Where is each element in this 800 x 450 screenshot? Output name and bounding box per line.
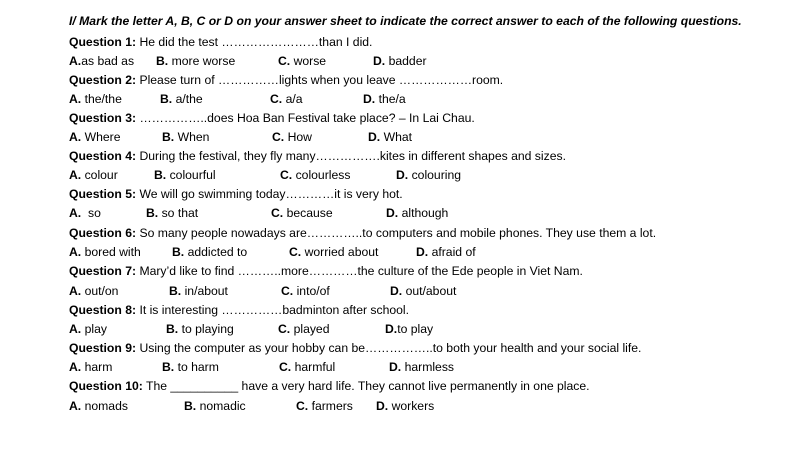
option-text: bored with (84, 245, 141, 259)
option-b[interactable] (172, 243, 247, 262)
question-9 (69, 339, 641, 358)
option-letter: D. (373, 54, 386, 68)
question-label: Question 3: (69, 111, 137, 125)
option-letter: D. (385, 322, 398, 336)
option-letter: D. (376, 399, 389, 413)
question-text: So many people nowadays are…………..to computers and mobile phones. They use them a lot. (139, 226, 657, 240)
option-text: What (383, 130, 413, 144)
question-6 (69, 224, 656, 243)
option-b[interactable] (162, 358, 219, 377)
option-letter: D. (363, 92, 376, 106)
question-3 (69, 109, 475, 128)
question-label: Question 4: (69, 149, 137, 163)
option-text: so that (161, 206, 199, 220)
question-text: Mary’d like to find ………..more…………the culture of the Ede people in Viet Nam. (139, 264, 583, 278)
option-c[interactable] (296, 397, 353, 416)
option-c[interactable] (271, 204, 333, 223)
option-text: When (177, 130, 210, 144)
question-5 (69, 185, 403, 204)
option-text: as bad as (81, 54, 135, 68)
option-text: nomadic (199, 399, 246, 413)
option-a[interactable] (69, 90, 122, 109)
option-c[interactable] (278, 320, 330, 339)
option-b[interactable] (160, 90, 203, 109)
question-label: Question 10: (69, 379, 143, 393)
option-text: harmful (294, 360, 336, 374)
option-text: colouring (411, 168, 462, 182)
question-8 (69, 301, 409, 320)
question-label: Question 6: (69, 226, 137, 240)
option-d[interactable] (373, 52, 427, 71)
option-a[interactable] (69, 243, 141, 262)
option-d[interactable] (385, 320, 433, 339)
question-2 (69, 71, 503, 90)
option-b[interactable] (184, 397, 246, 416)
option-text: harm (84, 360, 113, 374)
option-c[interactable] (278, 52, 326, 71)
option-letter: A. (69, 360, 82, 374)
option-text: because (286, 206, 333, 220)
option-c[interactable] (270, 90, 303, 109)
option-text: into/of (296, 284, 330, 298)
option-letter: C. (279, 360, 292, 374)
option-letter: D. (396, 168, 409, 182)
option-text: out/on (84, 284, 119, 298)
option-letter: B. (169, 284, 182, 298)
question-text: He did the test ……………………than I did. (139, 35, 373, 49)
option-letter: B. (160, 92, 173, 106)
option-letter: C. (281, 284, 294, 298)
option-text: a/a (285, 92, 303, 106)
option-letter: B. (156, 54, 169, 68)
question-7 (69, 262, 583, 281)
option-letter: B. (154, 168, 167, 182)
option-a[interactable] (69, 282, 118, 301)
option-a[interactable] (69, 320, 107, 339)
option-text: harmless (404, 360, 455, 374)
option-letter: A. (69, 92, 82, 106)
option-a[interactable] (69, 52, 134, 71)
option-text: in/about (184, 284, 228, 298)
option-letter: C. (272, 130, 285, 144)
option-b[interactable] (166, 320, 234, 339)
option-d[interactable] (368, 128, 412, 147)
option-letter: C. (271, 206, 284, 220)
option-text: the/the (84, 92, 122, 106)
option-text: a/the (175, 92, 203, 106)
option-b[interactable] (154, 166, 216, 185)
option-b[interactable] (146, 204, 198, 223)
option-d[interactable] (363, 90, 406, 109)
option-text: addicted to (187, 245, 248, 259)
option-text: to playing (181, 322, 234, 336)
option-letter: C. (289, 245, 302, 259)
option-text: colour (84, 168, 118, 182)
question-label: Question 7: (69, 264, 137, 278)
option-c[interactable] (279, 358, 335, 377)
option-a[interactable] (69, 204, 101, 223)
option-d[interactable] (386, 204, 448, 223)
option-letter: B. (166, 322, 179, 336)
option-a[interactable] (69, 128, 120, 147)
option-text: more worse (171, 54, 236, 68)
option-text: play (84, 322, 107, 336)
option-a[interactable] (69, 166, 118, 185)
option-letter: C. (296, 399, 309, 413)
question-1 (69, 33, 372, 52)
option-text: colourless (295, 168, 351, 182)
option-text: out/about (405, 284, 457, 298)
option-letter: D. (390, 284, 403, 298)
option-letter: A. (69, 399, 82, 413)
question-label: Question 9: (69, 341, 137, 355)
option-c[interactable] (280, 166, 350, 185)
option-a[interactable] (69, 397, 128, 416)
question-label: Question 8: (69, 303, 137, 317)
option-text: worried about (304, 245, 379, 259)
question-text: It is interesting ……………badminton after school. (139, 303, 410, 317)
option-letter: A. (69, 130, 82, 144)
option-text: How (287, 130, 312, 144)
question-label: Question 1: (69, 35, 137, 49)
option-letter: D. (389, 360, 402, 374)
option-letter: D. (368, 130, 381, 144)
option-b[interactable] (162, 128, 209, 147)
option-d[interactable] (396, 166, 461, 185)
option-letter: C. (278, 54, 291, 68)
option-letter: A. (69, 206, 82, 220)
option-text: to harm (177, 360, 219, 374)
option-a[interactable] (69, 358, 112, 377)
option-c[interactable] (281, 282, 330, 301)
option-text: to play (397, 322, 434, 336)
option-letter: B. (172, 245, 185, 259)
question-text: We will go swimming today…………it is very hot. (139, 187, 403, 201)
option-letter: A. (69, 284, 82, 298)
question-text: Using the computer as your hobby can be……………..to both your health and your social life. (139, 341, 642, 355)
option-letter: D. (386, 206, 399, 220)
option-letter: B. (146, 206, 159, 220)
option-c[interactable] (272, 128, 312, 147)
question-10 (69, 377, 590, 396)
question-label: Question 2: (69, 73, 137, 87)
option-text: worse (293, 54, 327, 68)
instructions-heading: I/ Mark the letter A, B, C or D on your answer sheet to indicate the correct answer to each of the following questions. (69, 14, 742, 28)
option-text: so (87, 206, 101, 220)
option-text: played (293, 322, 330, 336)
option-text: nomads (84, 399, 128, 413)
option-b[interactable] (156, 52, 235, 71)
option-b[interactable] (169, 282, 228, 301)
option-letter: A. (69, 54, 82, 68)
option-text: afraid of (431, 245, 476, 259)
option-d[interactable] (389, 358, 454, 377)
question-label: Question 5: (69, 187, 137, 201)
option-letter: B. (162, 360, 175, 374)
option-d[interactable] (376, 397, 434, 416)
option-letter: C. (270, 92, 283, 106)
option-d[interactable] (390, 282, 456, 301)
option-letter: A. (69, 168, 82, 182)
option-text: Where (84, 130, 121, 144)
option-letter: B. (184, 399, 197, 413)
option-letter: B. (162, 130, 175, 144)
question-text: ……………..does Hoa Ban Festival take place? – In Lai Chau. (139, 111, 475, 125)
option-letter: A. (69, 245, 82, 259)
question-text: The __________ have a very hard life. They cannot live permanently in one place. (146, 379, 590, 393)
option-letter: C. (280, 168, 293, 182)
option-text: workers (391, 399, 435, 413)
option-d[interactable] (416, 243, 476, 262)
option-text: colourful (169, 168, 216, 182)
option-c[interactable] (289, 243, 378, 262)
option-letter: D. (416, 245, 429, 259)
option-letter: C. (278, 322, 291, 336)
option-text: badder (388, 54, 427, 68)
question-4 (69, 147, 566, 166)
option-letter: A. (69, 322, 82, 336)
option-text: farmers (311, 399, 353, 413)
option-text: although (401, 206, 449, 220)
question-text: Please turn of ……………lights when you leave ………………room. (139, 73, 504, 87)
question-text: During the festival, they fly many…………….kites in different shapes and sizes. (139, 149, 566, 163)
option-text: the/a (378, 92, 406, 106)
